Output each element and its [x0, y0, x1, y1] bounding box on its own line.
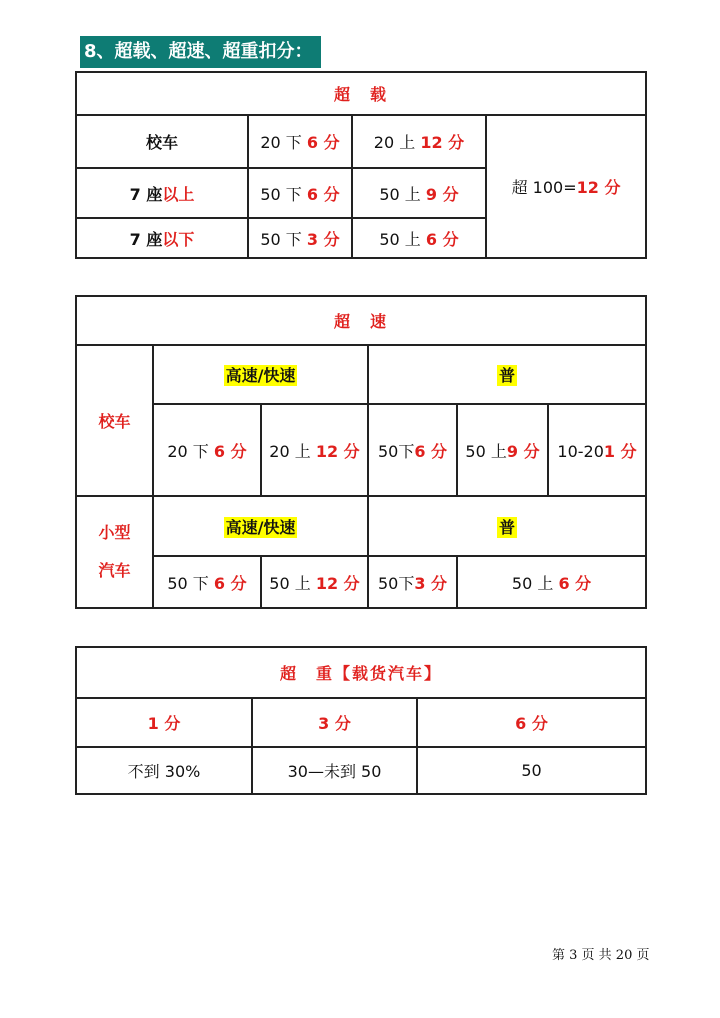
overload-header: 超 载	[76, 72, 646, 115]
speeding-cell: 50 上 6 分	[457, 556, 646, 608]
speeding-cell: 50下3 分	[368, 556, 457, 608]
speeding-highway-header: 高速/快速	[153, 496, 368, 556]
speeding-cell: 20 上 12 分	[261, 404, 368, 496]
overweight-col-1: 1 分	[76, 698, 252, 747]
speeding-table	[75, 295, 647, 609]
overload-table	[75, 71, 647, 259]
overload-label-7-seat-above: 7 座以上	[76, 168, 248, 218]
overweight-table	[75, 646, 647, 795]
speeding-header: 超 速	[76, 296, 646, 345]
overload-cell: 20 上 12 分	[352, 115, 486, 168]
overweight-val-3: 50	[417, 747, 646, 794]
overload-label-school-bus: 校车	[76, 115, 248, 168]
speeding-ordinary-header: 普	[368, 345, 646, 404]
speeding-ordinary-header: 普	[368, 496, 646, 556]
overload-cell: 50 上 9 分	[352, 168, 486, 218]
overweight-val-1: 不到 30%	[76, 747, 252, 794]
speeding-cell: 10-201 分	[548, 404, 646, 496]
overload-label-7-seat-below: 7 座以下	[76, 218, 248, 258]
small-car-line-1: 小型	[98, 523, 131, 542]
overweight-header: 超 重【载货汽车】	[76, 647, 646, 698]
overload-cell: 50 下 3 分	[248, 218, 352, 258]
speeding-highway-header: 高速/快速	[153, 345, 368, 404]
section-title: 8、超载、超速、超重扣分：	[80, 36, 321, 68]
speeding-cell: 50 上9 分	[457, 404, 548, 496]
speeding-cell: 50 下 6 分	[153, 556, 261, 608]
overload-cell: 50 上 6 分	[352, 218, 486, 258]
overweight-col-2: 3 分	[252, 698, 417, 747]
overweight-col-3: 6 分	[417, 698, 646, 747]
overweight-val-2: 30—未到 50	[252, 747, 417, 794]
page-number: 第 3 页 共 20 页	[552, 948, 650, 963]
speeding-label-school-bus: 校车	[76, 345, 153, 496]
speeding-label-small-car	[76, 496, 153, 608]
overload-side-cell: 超 100=12 分	[486, 115, 646, 258]
speeding-cell: 20 下 6 分	[153, 404, 261, 496]
speeding-cell: 50下6 分	[368, 404, 457, 496]
overload-cell: 20 下 6 分	[248, 115, 352, 168]
small-car-line-2: 汽车	[98, 561, 131, 580]
overload-cell: 50 下 6 分	[248, 168, 352, 218]
speeding-cell: 50 上 12 分	[261, 556, 368, 608]
